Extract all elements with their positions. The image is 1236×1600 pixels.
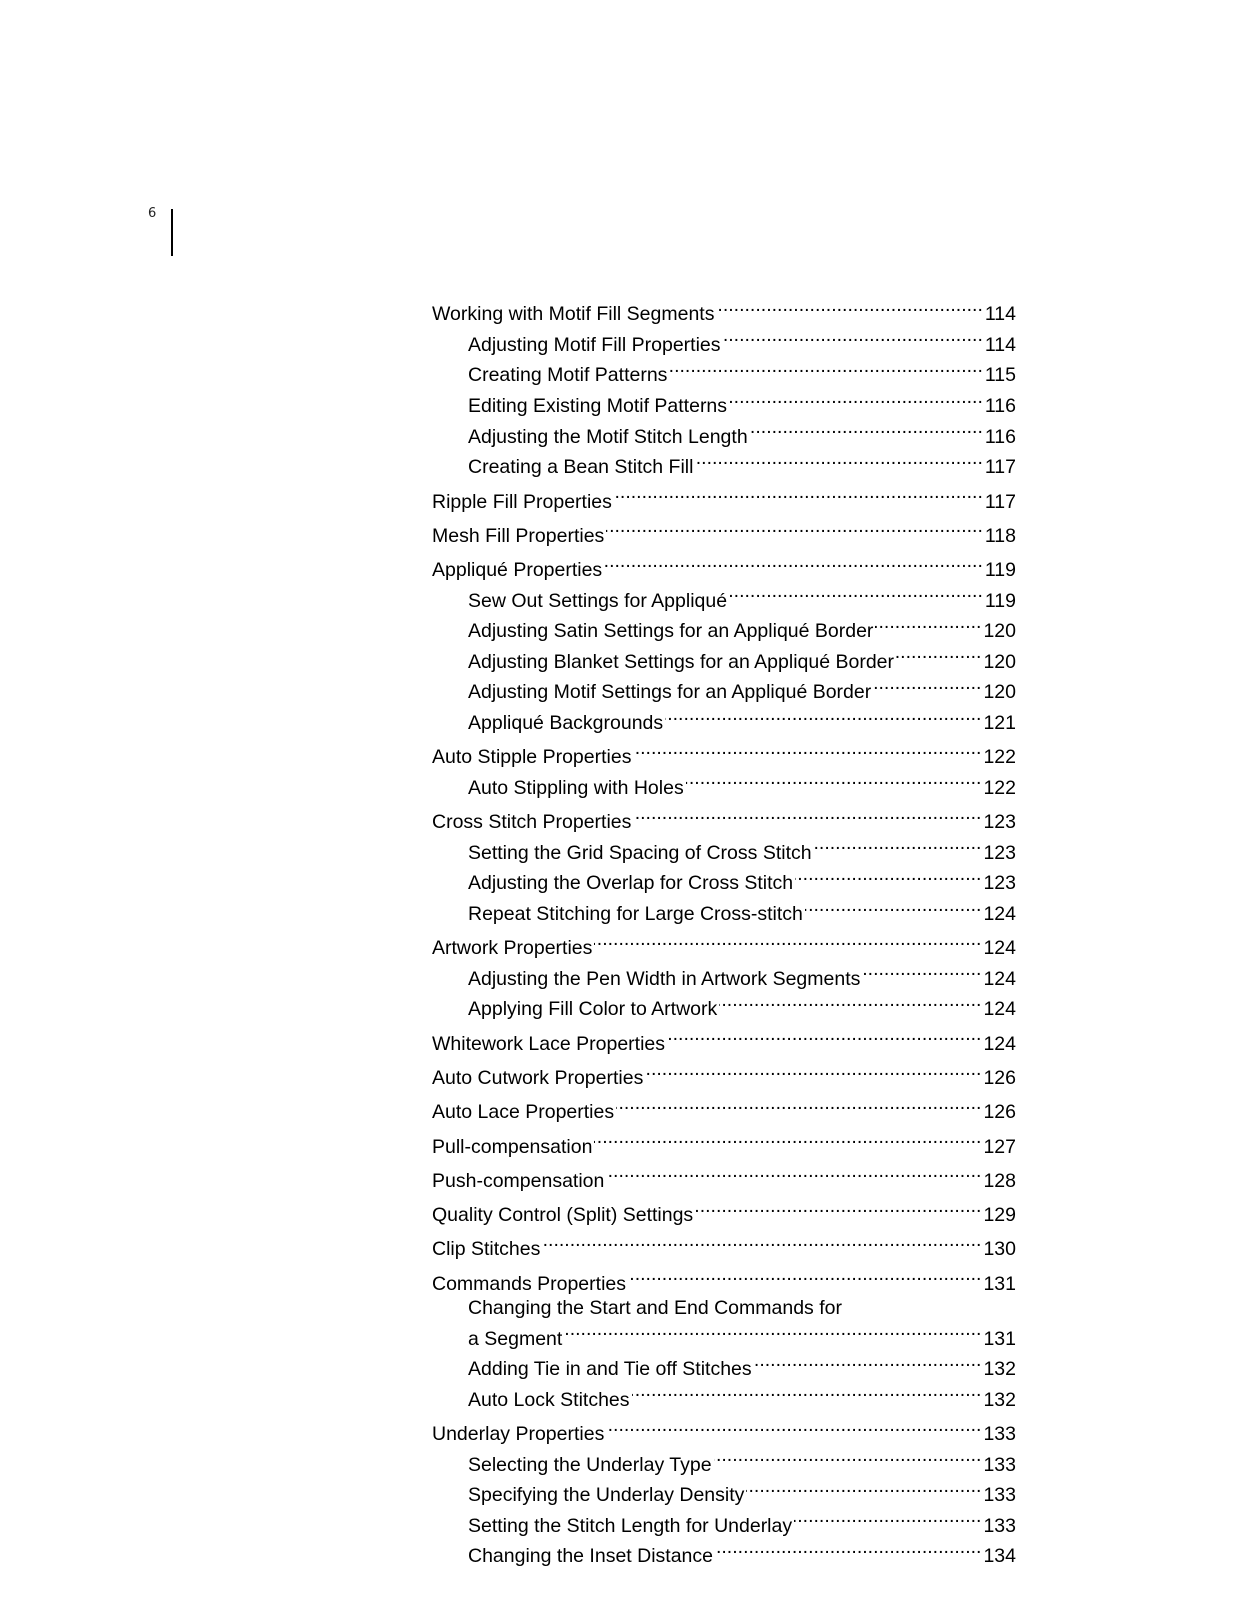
toc-page-number: 133	[983, 1423, 1016, 1446]
toc-page-number: 123	[983, 841, 1016, 864]
toc-entry[interactable]	[432, 1128, 1016, 1159]
toc-subentry[interactable]	[432, 770, 1016, 801]
dot-leader	[542, 1231, 981, 1255]
toc-subentry[interactable]	[432, 674, 1016, 705]
toc-entry[interactable]	[432, 552, 1016, 583]
toc-page-number: 118	[984, 524, 1016, 547]
toc-page-number: 121	[983, 712, 1016, 735]
dot-leader	[729, 582, 983, 606]
toc-entry-title: Sew Out Settings for Appliqué	[468, 589, 728, 612]
toc-page-number: 114	[984, 303, 1016, 326]
toc-entry-title: Adjusting Motif Fill Properties	[468, 333, 721, 356]
toc-page-number: 124	[983, 903, 1016, 926]
dot-leader	[795, 865, 981, 889]
dot-leader	[695, 449, 982, 473]
toc-subentry[interactable]	[432, 644, 1016, 675]
toc-page-number: 119	[984, 589, 1016, 612]
toc-entry-title: Cross Stitch Properties	[432, 811, 632, 834]
toc-page-number: 120	[983, 620, 1016, 643]
dot-leader	[746, 1477, 981, 1501]
dot-leader	[633, 804, 981, 828]
toc-subentry[interactable]	[432, 1320, 1016, 1351]
toc-entry[interactable]	[432, 483, 1016, 514]
toc-entry-title: Adjusting Blanket Settings for an Appliqué Border	[468, 650, 895, 673]
dot-leader	[729, 388, 983, 412]
dot-leader	[750, 418, 983, 442]
toc-subentry[interactable]	[432, 1446, 1016, 1477]
toc-subentry[interactable]	[432, 449, 1016, 480]
toc-entry-title: Auto Stippling with Holes	[468, 776, 684, 799]
toc-subentry[interactable]	[432, 1508, 1016, 1539]
dot-leader	[665, 705, 981, 729]
toc-page-number: 115	[984, 364, 1016, 387]
toc-page-number: 117	[984, 456, 1016, 479]
toc-entry[interactable]	[432, 1025, 1016, 1056]
toc-subentry[interactable]	[432, 418, 1016, 449]
toc-page-number: 123	[983, 872, 1016, 895]
dot-leader	[594, 1128, 981, 1152]
dot-leader	[695, 1197, 981, 1221]
toc-page-number: 119	[984, 559, 1016, 582]
toc-entry-title: Repeat Stitching for Large Cross-stitch	[468, 903, 803, 926]
toc-entry-title: Creating a Bean Stitch Fill	[468, 456, 694, 479]
toc-page-number: 132	[983, 1358, 1016, 1381]
toc-subentry[interactable]	[432, 1477, 1016, 1508]
toc-entry-title: Adjusting Satin Settings for an Appliqué Border	[468, 620, 874, 643]
dot-leader	[633, 739, 981, 763]
toc-entry-title: Appliqué Properties	[432, 559, 603, 582]
toc-entry-title: Setting the Stitch Length for Underlay	[468, 1514, 793, 1537]
table-of-contents	[432, 296, 1016, 1569]
toc-page-number: 131	[983, 1327, 1016, 1350]
toc-entry-title: Push-compensation	[432, 1169, 605, 1192]
toc-entry[interactable]	[432, 296, 1016, 327]
toc-subentry[interactable]	[432, 357, 1016, 388]
dot-leader	[754, 1351, 982, 1375]
toc-entry[interactable]	[432, 1060, 1016, 1091]
toc-subentry[interactable]	[432, 865, 1016, 896]
toc-subentry[interactable]	[432, 835, 1016, 866]
page-number-rule	[171, 209, 173, 256]
toc-page-number: 131	[983, 1272, 1016, 1295]
dot-leader	[628, 1265, 981, 1289]
dot-leader	[723, 327, 983, 351]
toc-entry[interactable]	[432, 1163, 1016, 1194]
toc-page-number: 116	[984, 395, 1016, 418]
toc-entry-title: Pull-compensation	[432, 1135, 593, 1158]
toc-page-number: 116	[984, 425, 1016, 448]
toc-entry[interactable]	[432, 804, 1016, 835]
toc-page-number: 122	[983, 776, 1016, 799]
toc-page-number: 132	[983, 1388, 1016, 1411]
toc-entry-title: Auto Lace Properties	[432, 1101, 615, 1124]
dot-leader	[873, 674, 981, 698]
dot-leader	[616, 1094, 981, 1118]
toc-subentry[interactable]	[432, 961, 1016, 992]
toc-subentry[interactable]	[432, 1382, 1016, 1413]
toc-entry-title: Setting the Grid Spacing of Cross Stitch	[468, 841, 812, 864]
toc-page-number: 123	[983, 811, 1016, 834]
dot-leader	[805, 896, 982, 920]
toc-entry-title: Creating Motif Patterns	[468, 364, 668, 387]
toc-entry-title: Mesh Fill Properties	[432, 524, 605, 547]
toc-page-number: 124	[983, 967, 1016, 990]
dot-leader	[606, 518, 983, 542]
toc-subentry[interactable]	[432, 1538, 1016, 1569]
dot-leader	[669, 357, 982, 381]
toc-entry-title: Auto Stipple Properties	[432, 746, 632, 769]
toc-page-number: 120	[983, 650, 1016, 673]
toc-entry-title: Auto Lock Stitches	[468, 1388, 630, 1411]
toc-subentry[interactable]	[432, 388, 1016, 419]
toc-page-number: 134	[983, 1545, 1016, 1568]
toc-entry-title: Quality Control (Split) Settings	[432, 1204, 694, 1227]
dot-leader	[715, 1538, 981, 1562]
toc-page-number: 126	[983, 1101, 1016, 1124]
toc-entry-title: Appliqué Backgrounds	[468, 712, 664, 735]
toc-entry-title: Applying Fill Color to Artwork	[468, 998, 718, 1021]
toc-entry-title: a Segment	[468, 1327, 563, 1350]
toc-entry-title: Changing the Inset Distance	[468, 1545, 713, 1568]
toc-entry[interactable]	[432, 1265, 1016, 1296]
dot-leader	[667, 1025, 981, 1049]
toc-page-number: 127	[983, 1135, 1016, 1158]
toc-entry[interactable]	[432, 1416, 1016, 1447]
toc-page-number: 124	[983, 1032, 1016, 1055]
dot-leader	[686, 770, 982, 794]
toc-page-number: 133	[983, 1453, 1016, 1476]
toc-entry-title-line[interactable]: Changing the Start and End Commands for	[468, 1297, 842, 1320]
dot-leader	[716, 296, 982, 320]
toc-entry[interactable]	[432, 930, 1016, 961]
dot-leader	[645, 1060, 981, 1084]
toc-entry-title: Editing Existing Motif Patterns	[468, 395, 728, 418]
toc-page-number: 128	[983, 1169, 1016, 1192]
dot-leader	[614, 483, 983, 507]
toc-entry-title: Underlay Properties	[432, 1423, 605, 1446]
toc-entry-title: Ripple Fill Properties	[432, 490, 612, 513]
toc-entry-title: Specifying the Underlay Density	[468, 1484, 745, 1507]
toc-page-number: 120	[983, 681, 1016, 704]
toc-entry-title: Adjusting the Overlap for Cross Stitch	[468, 872, 794, 895]
toc-page-number: 130	[983, 1238, 1016, 1261]
dot-leader	[719, 991, 981, 1015]
toc-entry-title: Auto Cutwork Properties	[432, 1067, 644, 1090]
dot-leader	[606, 1416, 981, 1440]
toc-page-number: 133	[983, 1514, 1016, 1537]
dot-leader	[604, 552, 983, 576]
toc-entry[interactable]	[432, 739, 1016, 770]
toc-subentry[interactable]	[432, 705, 1016, 736]
dot-leader	[875, 613, 981, 637]
toc-entry-title: Selecting the Underlay Type	[468, 1453, 712, 1476]
page-number: 6	[148, 206, 157, 221]
toc-entry-title: Artwork Properties	[432, 937, 593, 960]
toc-page-number: 129	[983, 1204, 1016, 1227]
toc-entry-title: Working with Motif Fill Segments	[432, 303, 715, 326]
toc-page-number: 117	[984, 490, 1016, 513]
toc-page-number: 126	[983, 1067, 1016, 1090]
toc-entry-title: Adding Tie in and Tie off Stitches	[468, 1358, 752, 1381]
toc-page-number: 133	[983, 1484, 1016, 1507]
dot-leader	[564, 1320, 981, 1344]
toc-entry[interactable]	[432, 1197, 1016, 1228]
toc-entry[interactable]	[432, 1094, 1016, 1125]
toc-subentry[interactable]	[432, 896, 1016, 927]
toc-entry-title: Adjusting the Motif Stitch Length	[468, 425, 748, 448]
toc-subentry[interactable]	[432, 582, 1016, 613]
toc-page-number: 114	[984, 333, 1016, 356]
dot-leader	[714, 1446, 982, 1470]
toc-entry-title: Clip Stitches	[432, 1238, 541, 1261]
toc-entry-title: Adjusting the Pen Width in Artwork Segments	[468, 967, 861, 990]
toc-subentry[interactable]	[432, 613, 1016, 644]
toc-entry[interactable]	[432, 518, 1016, 549]
dot-leader	[814, 835, 982, 859]
toc-subentry[interactable]	[432, 991, 1016, 1022]
dot-leader	[594, 930, 981, 954]
dot-leader	[896, 644, 981, 668]
dot-leader	[794, 1508, 981, 1532]
toc-entry[interactable]	[432, 1231, 1016, 1262]
toc-subentry[interactable]	[432, 1351, 1016, 1382]
toc-entry-title: Adjusting Motif Settings for an Appliqué Border	[468, 681, 872, 704]
toc-page-number: 124	[983, 937, 1016, 960]
dot-leader	[862, 961, 981, 985]
toc-page-number: 124	[983, 998, 1016, 1021]
toc-page-number: 122	[983, 746, 1016, 769]
toc-subentry[interactable]	[432, 327, 1016, 358]
dot-leader	[606, 1163, 981, 1187]
dot-leader	[632, 1382, 982, 1406]
toc-entry-title: Commands Properties	[432, 1272, 626, 1295]
toc-entry-title: Whitework Lace Properties	[432, 1032, 666, 1055]
